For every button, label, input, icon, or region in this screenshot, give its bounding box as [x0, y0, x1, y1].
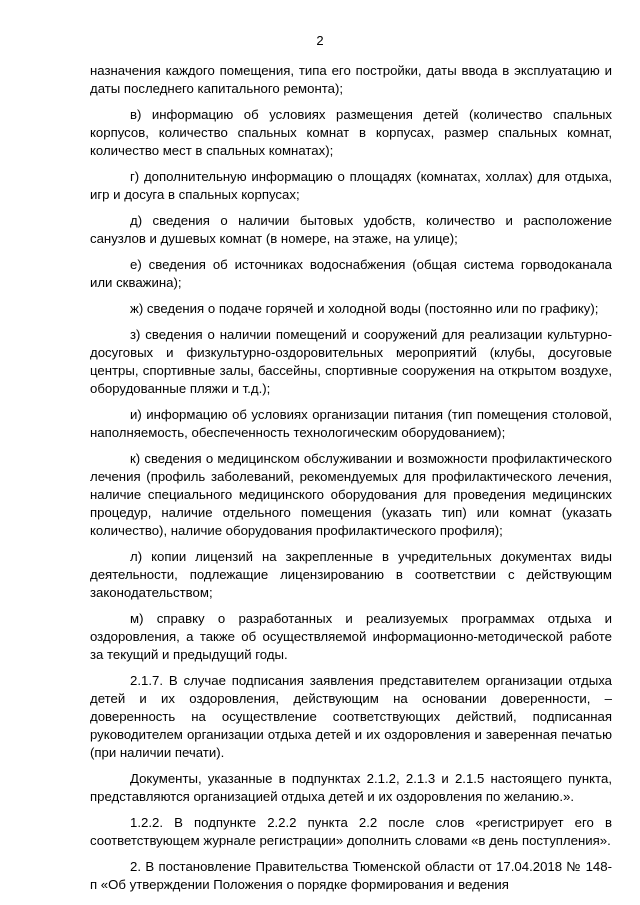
paragraph: к) сведения о медицинском обслуживании и возможности профилактического лечения (профиль заболеваний, рекомендуемых для профилактического лечения, наличие специального медицинского оборудования для проведения медицинских процедур, наличие отдельного помещения (указать тип) или комнат (указать количество), наличие оборудования профилактического профиля); [90, 451, 612, 538]
paragraph: в) информацию об условиях размещения детей (количество спальных корпусов, количество спальных комнат в корпусах, размер спальных комнат, количество мест в спальных комнатах); [90, 107, 612, 158]
paragraph: ж) сведения о подаче горячей и холодной воды (постоянно или по графику); [130, 301, 599, 316]
paragraph: назначения каждого помещения, типа его постройки, даты ввода в эксплуатацию и даты последнего капитального ремонта); [90, 63, 612, 96]
paragraph: 1.2.2. В подпункте 2.2.2 пункта 2.2 после слов «регистрирует его в соответствующем журнале регистрации» дополнить словами «в день поступления». [90, 815, 612, 848]
paragraph: д) сведения о наличии бытовых удобств, количество и расположение санузлов и душевых комнат (в номере, на этаже, на улице); [90, 213, 612, 246]
paragraph: м) справку о разработанных и реализуемых программах отдыха и оздоровления, а также об осуществляемой информационно-методической работе за текущий и предыдущий годы. [90, 611, 612, 662]
paragraph: е) сведения об источниках водоснабжения (общая система горводоканала или скважина); [90, 257, 612, 290]
document-body [90, 62, 612, 902]
paragraph: и) информацию об условиях организации питания (тип помещения столовой, наполняемость, обеспеченность технологическим оборудованием); [90, 407, 612, 440]
paragraph: 2. В постановление Правительства Тюменской области от 17.04.2018 № 148-п «Об утверждении Положения о порядке формирования и ведения [90, 859, 612, 892]
paragraph: з) сведения о наличии помещений и сооружений для реализации культурно-досуговых и физкультурно-оздоровительных мероприятий (клубы, досуговые центры, спортивные залы, бассейны, спортивные сооружения на открытом воздухе, оборудованные пляжи и т.д.); [90, 327, 612, 396]
paragraph: г) дополнительную информацию о площадях (комнатах, холлах) для отдыха, игр и досуга в спальных корпусах; [90, 169, 612, 202]
page-number: 2 [316, 33, 324, 48]
paragraph: л) копии лицензий на закрепленные в учредительных документах виды деятельности, подлежащие лицензированию в соответствии с действующим законодательством; [90, 549, 612, 600]
paragraph: 2.1.7. В случае подписания заявления представителем организации отдыха детей и их оздоровления, действующим на основании доверенности, – доверенность на осуществление соответствующих действий, подписанная руководителем организации отдыха детей и их оздоровления и заверенная печатью (при наличии печати). [90, 673, 612, 760]
paragraph: Документы, указанные в подпунктах 2.1.2, 2.1.3 и 2.1.5 настоящего пункта, представляются организацией отдыха детей и их оздоровления по желанию.». [90, 771, 612, 804]
